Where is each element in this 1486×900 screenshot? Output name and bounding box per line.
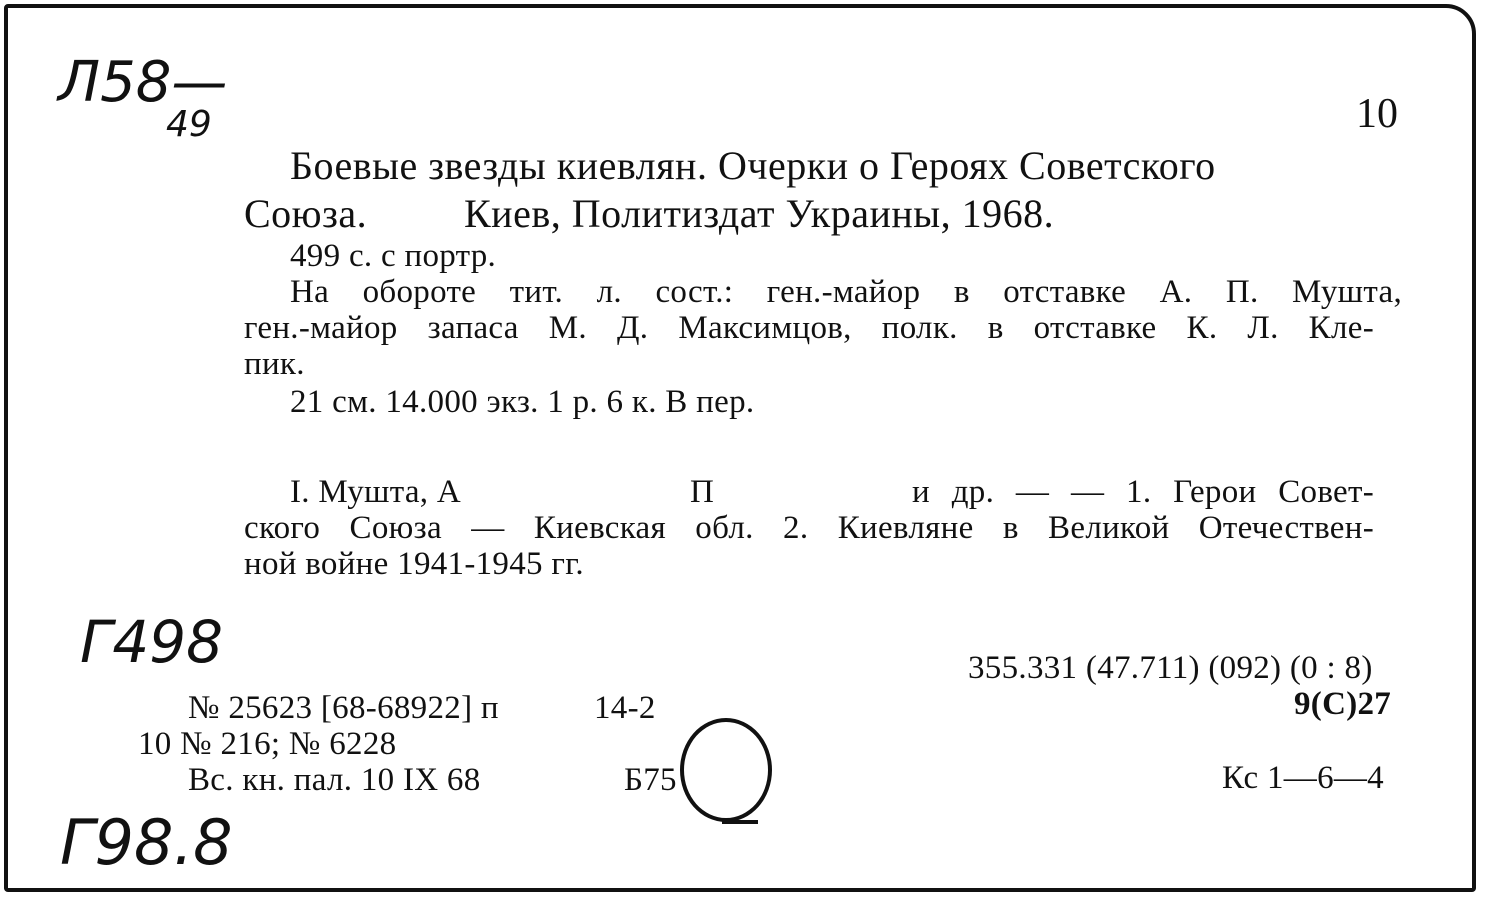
imprint: Киев, Политиздат Украины, 1968. [464, 191, 1055, 236]
book-chamber: Вс. кн. пал. 10 IX 68 [188, 762, 481, 798]
tracing-line-1b: П [690, 474, 715, 510]
title-line-1: Боевые звезды киевлян. Очерки о Героях Советского [290, 143, 1216, 188]
handwritten-shelfmark: Л58— [58, 50, 228, 115]
order-code: 14-2 [594, 690, 656, 726]
tracing-line-3: ной войне 1941-1945 гг. [244, 546, 584, 582]
handwritten-shelfmark-sub: 49 [166, 104, 212, 145]
card-number: 10 [1356, 91, 1398, 137]
price-code: Кс 1—6—4 [1222, 760, 1384, 796]
handwritten-classmark-1: Г498 [80, 608, 224, 676]
stamp-underline [722, 820, 758, 824]
book-chamber-code: Б75 [624, 762, 677, 798]
note-line-1: На обороте тит. л. сост.: ген.-майор в отставке А. П. Мушта, [290, 274, 1402, 310]
udc-index: 355.331 (47.711) (092) (0 : 8) [968, 650, 1373, 686]
handwritten-classmark-2: Г98.8 [60, 806, 233, 879]
tracing-line-1a: I. Мушта, А [290, 474, 462, 510]
order-number: № 25623 [68-68922] п [188, 690, 499, 726]
note-line-3: пик. [244, 346, 305, 382]
circle-stamp [680, 718, 772, 822]
title-line-2: Союза. [244, 191, 368, 236]
collation: 499 с. с портр. [290, 238, 497, 274]
print-number: 10 № 216; № 6228 [138, 726, 397, 762]
tracing-line-1c: и др. — — 1. Герои Совет- [912, 474, 1374, 510]
physical-description: 21 см. 14.000 экз. 1 р. 6 к. В пер. [290, 384, 755, 420]
note-line-2: ген.-майор запаса М. Д. Максимцов, полк. в отставке К. Л. Кле- [244, 310, 1374, 346]
tracing-line-2: ского Союза — Киевская обл. 2. Киевляне в Великой Отечествен- [244, 510, 1374, 546]
bbk-index: 9(С)27 [1294, 686, 1392, 722]
